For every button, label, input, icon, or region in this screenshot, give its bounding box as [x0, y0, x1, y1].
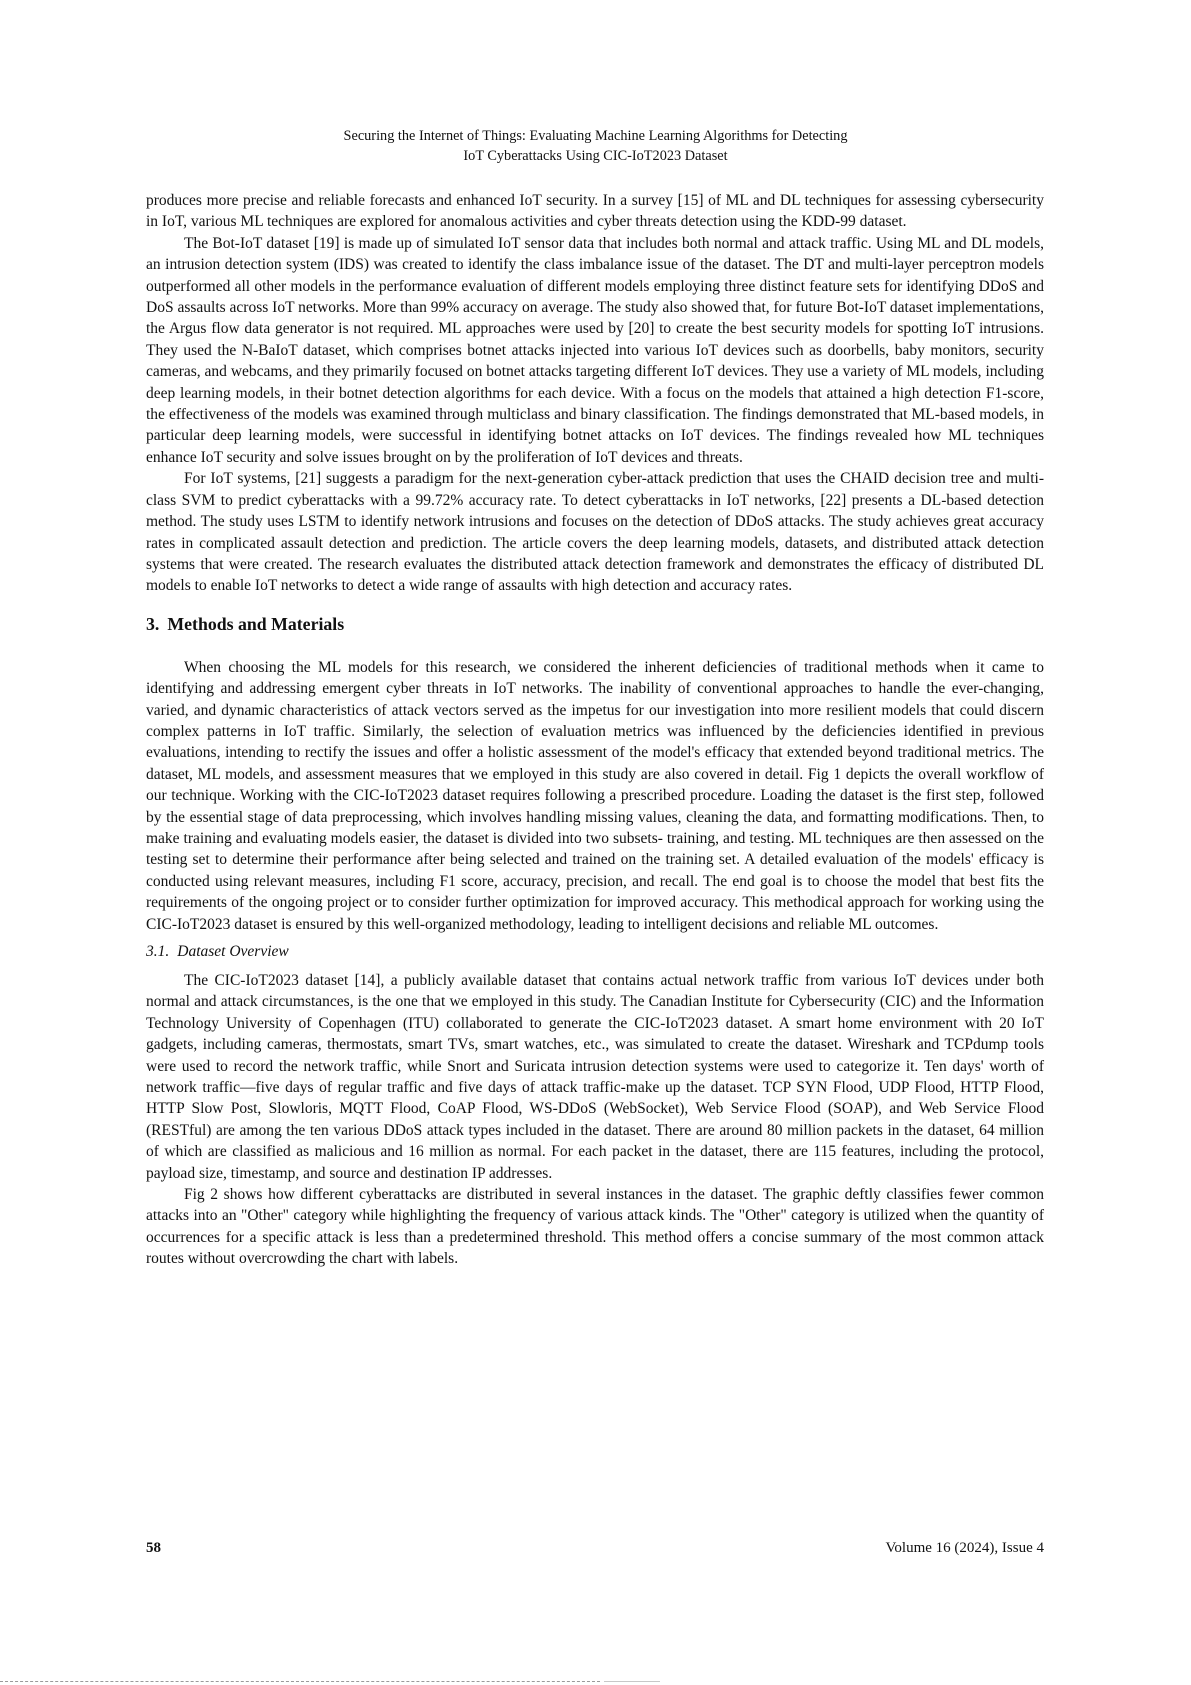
subsection-number: 3.1.: [146, 943, 170, 960]
running-header: [0, 126, 1191, 166]
running-header-line-1: Securing the Internet of Things: Evaluating Machine Learning Algorithms for Detecting: [343, 128, 848, 144]
section-number: 3.: [146, 613, 160, 634]
paragraph-intro-1: produces more precise and reliable forecasts and enhanced IoT security. In a survey [15] of ML and DL techniques for assessing cybersecurity in IoT, various ML techniques are explored for anomalous activities and cyber threats detection using the KDD-99 dataset.: [146, 192, 1044, 231]
paragraph-iot-systems: For IoT systems, [21] suggests a paradigm for the next-generation cyber-attack prediction that uses the CHAID decision tree and multi-class SVM to predict cyberattacks with a 99.72% accuracy rate. To detect cyberattacks in IoT networks, [22] presents a DL-based detection method. The study uses LSTM to identify network intrusions and focuses on the detection of DDoS attacks. The study achieves great accuracy rates in complicated assault detection and prediction. The article covers the deep learning models, datasets, and distributed attack detection systems that were created. The research evaluates the distributed attack detection framework and demonstrates the efficacy of distributed DL models to enable IoT networks to detect a wide range of assaults with high detection and accuracy rates.: [146, 470, 1044, 595]
section-title: Methods and Materials: [167, 613, 345, 634]
paragraph-fig2-description: Fig 2 shows how different cyberattacks are distributed in several instances in the dataset. The graphic deftly classifies fewer common attacks into an "Other" category while highlighting the frequency of various attack kinds. The "Other" category is utilized when the quantity of occurrences for a specific attack is less than a predetermined threshold. This method offers a concise summary of the most common attack routes without overcrowding the chart with labels.: [146, 1186, 1044, 1268]
page-footer: [146, 1538, 1044, 1558]
scan-artifact-line-short: [604, 1681, 660, 1683]
subsection-heading-dataset: [146, 941, 1044, 962]
running-header-line-2: IoT Cyberattacks Using CIC-IoT2023 Dataset: [463, 148, 728, 164]
paragraph-bot-iot: The Bot-IoT dataset [19] is made up of simulated IoT sensor data that includes both normal and attack traffic. Using ML and DL models, an intrusion detection system (IDS) was created to identify the class imbalance issue of the dataset. The DT and multi-layer perceptron models outperformed all other models in the performance evaluation of different models employing three distinct feature sets for identifying DDoS and DoS assaults across IoT networks. More than 99% accuracy on average. The study also showed that, for future Bot-IoT dataset implementations, the Argus flow data generator is not required. ML approaches were used by [20] to create the best security models for spotting IoT intrusions. They used the N-BaIoT dataset, which comprises botnet attacks injected into various IoT devices such as doorbells, baby monitors, security cameras, and webcams, and they primarily focused on botnet attacks targeting different IoT devices. They use a variety of ML models, including deep learning models, in their botnet detection algorithms for each device. With a focus on the models that attained a high detection F1-score, the effectiveness of the models was examined through multiclass and binary classification. The findings demonstrated that ML-based models, in particular deep learning models, were successful in identifying botnet attacks on IoT devices. The findings revealed how ML techniques enhance IoT security and solve issues brought on by the proliferation of IoT devices and threats.: [146, 234, 1044, 466]
scan-artifact-line: [0, 1681, 600, 1683]
paragraph-methods: When choosing the ML models for this research, we considered the inherent deficiencies of traditional methods when it came to identifying and addressing emergent cyber threats in IoT networks. The inability of conventional approaches to handle the ever-changing, varied, and dynamic characteristics of attack vectors served as the impetus for our investigation into more resilient models that could discern complex patterns in IoT traffic. Similarly, the selection of evaluation metrics was influenced by the deficiencies identified in previous evaluations, intending to rectify the issues and offer a holistic assessment of the model's efficacy that extended beyond traditional metrics. The dataset, ML models, and assessment measures that we employed in this study are also covered in detail. Fig 1 depicts the overall workflow of our technique. Working with the CIC-IoT2023 dataset requires following a prescribed procedure. Loading the dataset is the first step, followed by the essential stage of data preprocessing, which involves handling missing values, cleaning the data, and formatting modifications. Then, to make training and evaluating models easier, the dataset is divided into two subsets- training, and testing. ML techniques are then assessed on the testing set to determine their performance after being selected and trained on the training set. A detailed evaluation of the models' efficacy is conducted using relevant measures, including F1 score, accuracy, precision, and recall. The end goal is to choose the model that best fits the requirements of the ongoing project or to consider further optimization for improved accuracy. This methodical approach for working using the CIC-IoT2023 dataset is ensured by this well-organized methodology, leading to intelligent decisions and reliable ML outcomes.: [146, 658, 1044, 933]
article-body: [146, 190, 1044, 1270]
page-number: 58: [146, 1540, 161, 1556]
paragraph-dataset-overview: The CIC-IoT2023 dataset [14], a publicly available dataset that contains actual network traffic from various IoT devices under both normal and attack circumstances, is the one that we employed in this study. The Canadian Institute for Cybersecurity (CIC) and the Information Technology University of Copenhagen (ITU) collaborated to generate the CIC-IoT2023 dataset. A smart home environment with 20 IoT gadgets, including cameras, thermostats, smart TVs, smart watches, etc., was simulated to create the dataset. Wireshark and TCPdump tools were used to record the network traffic, while Snort and Suricata intrusion detection systems were used to categorize it. Ten days' worth of network traffic—five days of regular traffic and five days of attack traffic-make up the dataset. TCP SYN Flood, UDP Flood, HTTP Flood, HTTP Slow Post, Slowloris, MQTT Flood, CoAP Flood, WS-DDoS (WebSocket), Web Service Flood (SOAP), and Web Service Flood (RESTful) are among the ten various DDoS attack types included in the dataset. There are around 80 million packets in the dataset, 64 million of which are classified as malicious and 16 million as normal. For each packet in the dataset, there are 115 features, including the protocol, payload size, timestamp, and source and destination IP addresses.: [146, 972, 1044, 1182]
section-heading-methods: [146, 613, 1044, 635]
volume-info: Volume 16 (2024), Issue 4: [885, 1540, 1044, 1556]
subsection-title: Dataset Overview: [177, 943, 289, 960]
